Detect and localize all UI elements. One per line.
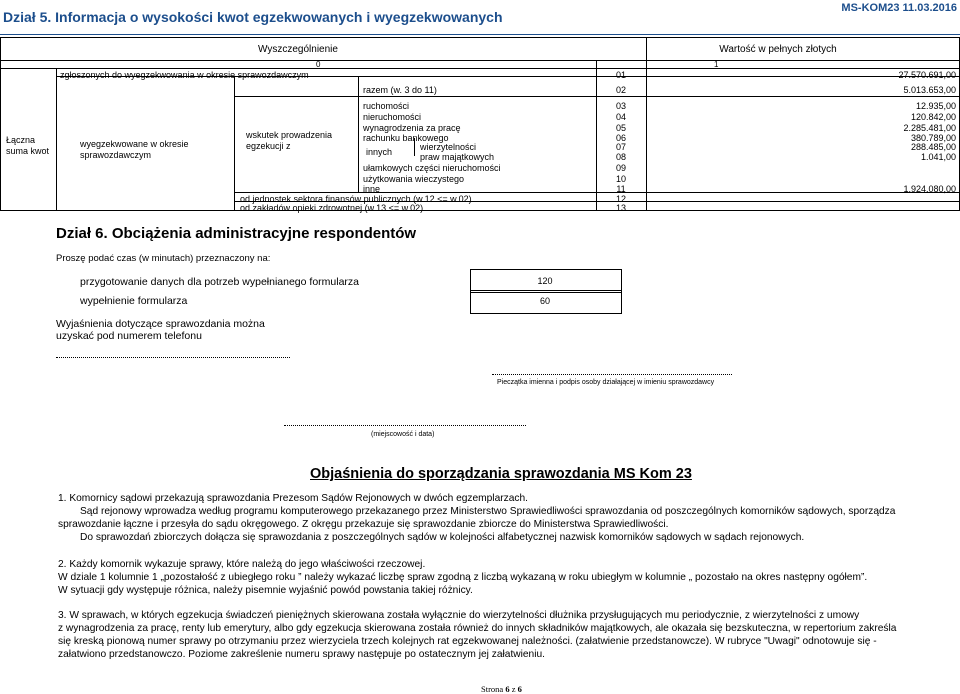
table-row-value: 288.485,00 [910, 142, 956, 152]
table-row-code: 02 [615, 85, 626, 95]
table-row-code: 01 [615, 70, 626, 80]
footer-page: 6 [505, 684, 510, 694]
side-label: Łączna suma kwot [6, 135, 50, 156]
table-line [0, 68, 960, 69]
table-row-value: 5.013.653,00 [903, 85, 956, 95]
table-row-code: 10 [615, 174, 626, 184]
section6-prompt: Proszę podać czas (w minutach) przeznaczony na: [56, 253, 271, 264]
table-line [56, 68, 57, 210]
col-header-value: Wartość w pełnych złotych [719, 44, 837, 55]
explanation-line: sprawozdanie łączne i przesyła do sądu okręgowego. Z okręgu przekazuje się sprawozdanie zbiorcze do Ministerstwa Sprawiedliwości. [58, 519, 669, 530]
table-row-label: zgłoszonych do wyegzekwowania w okresie sprawozdawczym [60, 70, 309, 80]
subgroup-label: wskutek prowadzenia egzekucji z [246, 130, 333, 151]
section6-title: Dział 6. Obciążenia administracyjne respondentów [56, 225, 417, 242]
index-1: 1 [714, 60, 719, 69]
phone-dotted-line[interactable] [56, 357, 290, 358]
group-label: wyegzekwowane w okresie sprawozdawczym [80, 139, 189, 160]
table-row-code: 07 [615, 142, 626, 152]
explanation-line: 2. Każdy komornik wykazuje sprawy, które należą do jego właściwości rzeczowej. [58, 559, 426, 570]
explanation-line: załatwiono przedstanowczo. Poziome zakreślenie numeru sprawy następuje po ostatecznym jej załatwieniu. [58, 649, 545, 660]
explanation-line: 1. Komornicy sądowi przekazują sprawozdania Prezesom Sądów Rejonowych w dwóch egzemplarzach. [58, 493, 528, 504]
table-row-value: 1.924.080,00 [903, 184, 956, 194]
phone-line-1: Wyjaśnienia dotyczące sprawozdania można [56, 318, 265, 330]
index-0: 0 [316, 60, 321, 69]
table-row-value: 2.285.481,00 [903, 123, 956, 133]
explanation-line: Do sprawozdań zbiorczych dołącza się sprawozdania z poszczególnych sądów w kolejności alfabetycznej nazwisk komorników sądowych w sądach rejonowych. [80, 532, 805, 543]
footer-sep: z [511, 684, 516, 694]
table-row-label: ułamkowych części nieruchomości [363, 163, 501, 173]
explanation-line: W dziale 1 kolumnie 1 „pozostałość z ubiegłego roku ” należy wykazać liczbę spraw zgodną z liczbą wykazaną w roku ubiegłym w kolumnie „ pozostało na okres następny ogółem”. [58, 572, 868, 583]
table-line [0, 37, 960, 38]
table-line [234, 96, 960, 97]
table-row-value: 12.935,00 [915, 101, 956, 111]
explanation-line: się kreską pionową numer sprawy po otrzymaniu przez wierzyciela trzech kolejnych rat egzekwowanej należności. (załatwienie przedstanowcze). W rubryce "Uwagi" odnotowuje się - [58, 636, 877, 647]
table-row-code: 03 [615, 101, 626, 111]
footer-total: 6 [517, 684, 522, 694]
table-row-label: od zakładów opieki zdrowotnej (w.13 <= w.02) [240, 203, 424, 213]
footer-prefix: Strona [481, 684, 504, 694]
table-row-code: 08 [615, 152, 626, 162]
table-line [0, 60, 960, 61]
table-line [234, 76, 235, 210]
fill-value: 60 [539, 296, 550, 306]
table-line [0, 37, 1, 210]
page-title: Dział 5. Informacja o wysokości kwot egzekwowanych i wyegzekwowanych [3, 9, 503, 25]
table-row-label: nieruchomości [363, 112, 422, 122]
table-row-code: 05 [615, 123, 626, 133]
explanation-line: Sąd rejonowy wprowadza według programu komputerowego przekazanego przez Ministerstwo Sprawiedliwości sprawozdania od poszczególnych komorników sądowych, sporządza [80, 506, 896, 517]
page-footer [481, 684, 522, 694]
table-row-label: rachunku bankowego [363, 133, 449, 143]
table-row-code: 06 [615, 133, 626, 143]
innych-label: innych [366, 147, 393, 157]
table-row-code: 04 [615, 112, 626, 122]
table-row-label: inne [363, 184, 381, 194]
prep-value: 120 [537, 276, 553, 286]
table-row-label: wynagrodzenia za pracę [363, 123, 461, 133]
table-line [358, 76, 359, 192]
table-row-code: 09 [615, 163, 626, 173]
table-row-value: 27.570.691,00 [898, 70, 956, 80]
table-row-label: ruchomości [363, 101, 410, 111]
stamp-dotted-line [492, 374, 732, 375]
table-row-label: praw majątkowych [420, 152, 495, 162]
explanation-line: W sytuacji gdy występuje różnica, należy pisemnie wyjaśnić powód powstania takiej różnicy. [58, 585, 473, 596]
stamp-caption: Pieczątka imienna i podpis osoby działającej w imieniu sprawozdawcy [497, 379, 715, 386]
phone-line-2: uzyskać pod numerem telefonu [56, 330, 202, 342]
col-header-description: Wyszczególnienie [258, 44, 338, 55]
table-row-value: 120.842,00 [910, 112, 956, 122]
place-dotted-line [284, 425, 526, 426]
prep-label: przygotowanie danych dla potrzeb wypełnianego formularza [80, 276, 359, 288]
fill-label: wypełnienie formularza [80, 295, 188, 307]
table-row-label: wierzytelności [420, 142, 477, 152]
table-line [0, 210, 960, 211]
table-row-label: razem (w. 3 do 11) [363, 85, 437, 95]
table-row-value: 1.041,00 [920, 152, 956, 162]
table-row-code: 11 [616, 184, 626, 194]
table-row-label: od jednostek sektora finansów publicznych (w.12 <= w.02) [240, 194, 472, 204]
table-row-label: użytkowania wieczystego [363, 174, 465, 184]
table-row-value: 380.789,00 [910, 133, 956, 143]
explanation-line: z wynagrodzenia za pracę, renty lub emerytury, albo gdy egzekucja skierowana została również do innych składników majątkowych, ale okazała się bezskuteczna, w repertorium zakreśla [58, 623, 897, 634]
explanations-title: Objaśnienia do sporządzania sprawozdania MS Kom 23 [310, 466, 692, 482]
place-caption: (miejscowość i data) [371, 431, 435, 438]
form-code: MS-KOM23 11.03.2016 [841, 2, 957, 14]
explanation-line: 3. W sprawach, w których egzekucja świadczeń pieniężnych skierowana została wyłącznie do wierzytelności dłużnika przysługujących mu periodycznie, z wierzytelności z umowy [58, 610, 860, 621]
table-row-code: 12 [615, 194, 626, 204]
table-row-code: 13 [615, 203, 626, 213]
